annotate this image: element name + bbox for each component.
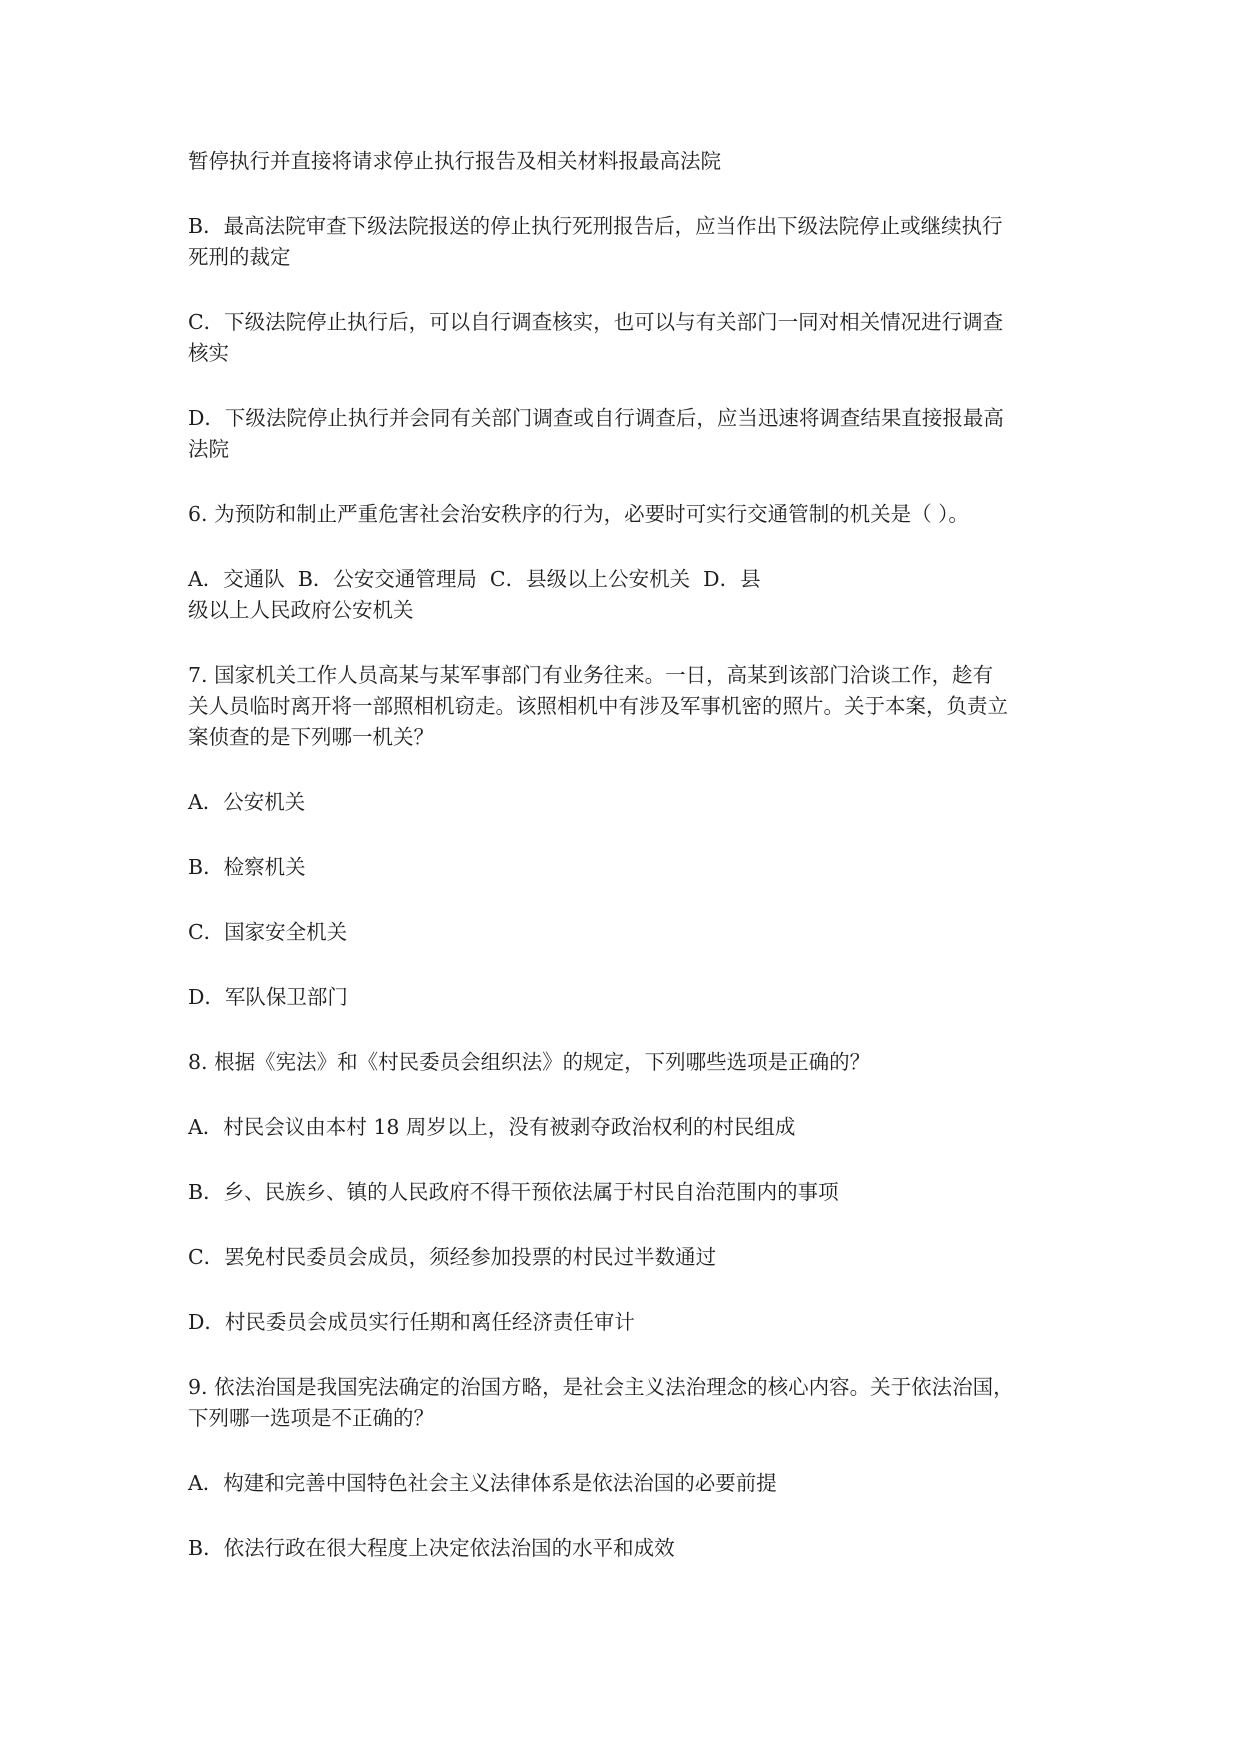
text-line: D．军队保卫部门 bbox=[188, 985, 348, 1009]
paragraph bbox=[188, 982, 1068, 1013]
text-line: 案侦查的是下列哪一机关？ bbox=[188, 725, 434, 749]
paragraph bbox=[188, 1468, 1068, 1499]
text-line: 级以上人民政府公安机关 bbox=[188, 598, 414, 622]
paragraph bbox=[188, 499, 1068, 530]
text-line: D．下级法院停止执行并会同有关部门调查或自行调查后，应当迅速将调查结果直接报最高 bbox=[188, 406, 1004, 430]
text-line: A．公安机关 bbox=[188, 790, 306, 814]
paragraph bbox=[188, 1533, 1068, 1564]
text-line: 7. 国家机关工作人员高某与某军事部门有业务往来。一日，高某到该部门洽谈工作，趁有 bbox=[188, 663, 994, 687]
paragraph bbox=[188, 1372, 1068, 1434]
text-line: 法院 bbox=[188, 437, 229, 461]
text-line: 9. 依法治国是我国宪法确定的治国方略，是社会主义法治理念的核心内容。关于依法治国， bbox=[188, 1375, 1014, 1399]
paragraph bbox=[188, 211, 1068, 273]
text-line: B．乡、民族乡、镇的人民政府不得干预依法属于村民自治范围内的事项 bbox=[188, 1180, 839, 1204]
text-line: C．下级法院停止执行后，可以自行调查核实，也可以与有关部门一同对相关情况进行调查 bbox=[188, 310, 1004, 334]
paragraph bbox=[188, 564, 1068, 626]
text-line: A．交通队 B．公安交通管理局 C．县级以上公安机关 D．县 bbox=[188, 567, 761, 591]
paragraph bbox=[188, 1177, 1068, 1208]
text-line: C．罢免村民委员会成员，须经参加投票的村民过半数通过 bbox=[188, 1245, 717, 1269]
paragraph bbox=[188, 852, 1068, 883]
text-line: B．最高法院审查下级法院报送的停止执行死刑报告后，应当作出下级法院停止或继续执行 bbox=[188, 214, 1003, 238]
text-line: B．检察机关 bbox=[188, 855, 306, 879]
text-line: 下列哪一选项是不正确的？ bbox=[188, 1406, 434, 1430]
paragraph bbox=[188, 307, 1068, 369]
paragraph bbox=[188, 787, 1068, 818]
paragraph bbox=[188, 1307, 1068, 1338]
text-line: 关人员临时离开将一部照相机窃走。该照相机中有涉及军事机密的照片。关于本案，负责立 bbox=[188, 694, 1008, 718]
paragraph bbox=[188, 146, 1068, 177]
paragraph bbox=[188, 1112, 1068, 1143]
text-line: C．国家安全机关 bbox=[188, 920, 348, 944]
paragraph bbox=[188, 1242, 1068, 1273]
paragraph bbox=[188, 660, 1068, 753]
text-line: A．村民会议由本村 18 周岁以上，没有被剥夺政治权利的村民组成 bbox=[188, 1115, 796, 1139]
text-line: 死刑的裁定 bbox=[188, 245, 291, 269]
text-line: 8. 根据《宪法》和《村民委员会组织法》的规定，下列哪些选项是正确的？ bbox=[188, 1050, 871, 1074]
text-line: B．依法行政在很大程度上决定依法治国的水平和成效 bbox=[188, 1536, 675, 1560]
document-body bbox=[188, 146, 1068, 1598]
text-line: 核实 bbox=[188, 341, 229, 365]
text-line: 暂停执行并直接将请求停止执行报告及相关材料报最高法院 bbox=[188, 149, 721, 173]
text-line: A．构建和完善中国特色社会主义法律体系是依法治国的必要前提 bbox=[188, 1471, 777, 1495]
text-line: D．村民委员会成员实行任期和离任经济责任审计 bbox=[188, 1310, 635, 1334]
text-line: 6. 为预防和制止严重危害社会治安秩序的行为，必要时可实行交通管制的机关是（ ）。 bbox=[188, 502, 969, 526]
paragraph bbox=[188, 403, 1068, 465]
paragraph bbox=[188, 1047, 1068, 1078]
paragraph bbox=[188, 917, 1068, 948]
